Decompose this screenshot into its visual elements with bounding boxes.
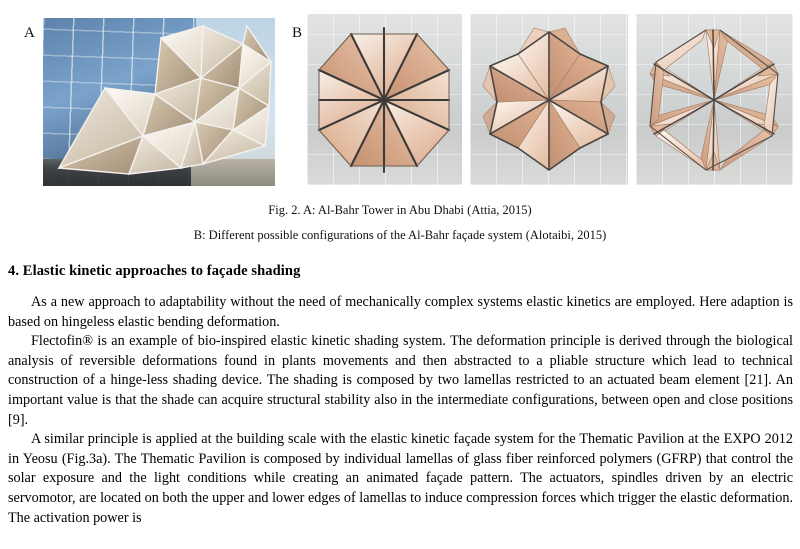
figure-label-b: B bbox=[292, 25, 303, 41]
section-heading: 4. Elastic kinetic approaches to façade shading bbox=[8, 263, 301, 279]
body-text bbox=[8, 293, 793, 528]
figure-label-a: A bbox=[24, 25, 35, 41]
paragraph-3: A similar principle is applied at the building scale with the elastic kinetic façade system for the Thematic Pavilion at the EXPO 2012 in Yeosu (Fig.3a). The Thematic Pavilion is composed by individual lamellas of glass fiber reinforced polymers (GFRP) that control the solar exposure and the light conditions while creating an animated façade pattern. The actuators, spindles driven by an electric servomotor, are located on both the upper and lower edges of lamellas to induce compression forces which trigger the elastic deformation. The activation power is bbox=[8, 431, 793, 526]
mashrabiya-units-overlay bbox=[43, 18, 275, 186]
star-open-diagram bbox=[636, 14, 793, 185]
config-panel-open bbox=[636, 14, 793, 185]
paragraph-1: As a new approach to adaptability without the need of mechanically complex systems elastic kinetics are employed. Here adaption is based on hingeless elastic bending deformation. bbox=[8, 294, 793, 330]
figure-caption-line-2: B: Different possible configurations of the Al-Bahr façade system (Alotaibi, 2015) bbox=[193, 227, 607, 242]
config-panel-intermediate bbox=[470, 14, 628, 185]
figure-caption-line-1: Fig. 2. A: Al-Bahr Tower in Abu Dhabi (Attia, 2015) bbox=[268, 203, 532, 217]
paragraph-2: Flectofin® is an example of bio-inspired elastic kinetic shading system. The deformation principle is derived through the biological analysis of reversible deformations found in plants movements and then abstracted to a pliable structure which lead to technical construction of a hinge-less shading device. The shading is composed by two lamellas restricted to an actuated beam element [21]. An important value is that the shade can acquire structural stability also in the intermediate configurations, between open and close positions [9]. bbox=[8, 333, 793, 428]
config-panel-closed bbox=[307, 14, 462, 185]
star-intermediate-diagram bbox=[470, 14, 628, 185]
hexagon-closed-diagram bbox=[307, 14, 462, 185]
al-bahr-tower-photo bbox=[43, 18, 275, 186]
figure-2-block bbox=[0, 0, 800, 196]
